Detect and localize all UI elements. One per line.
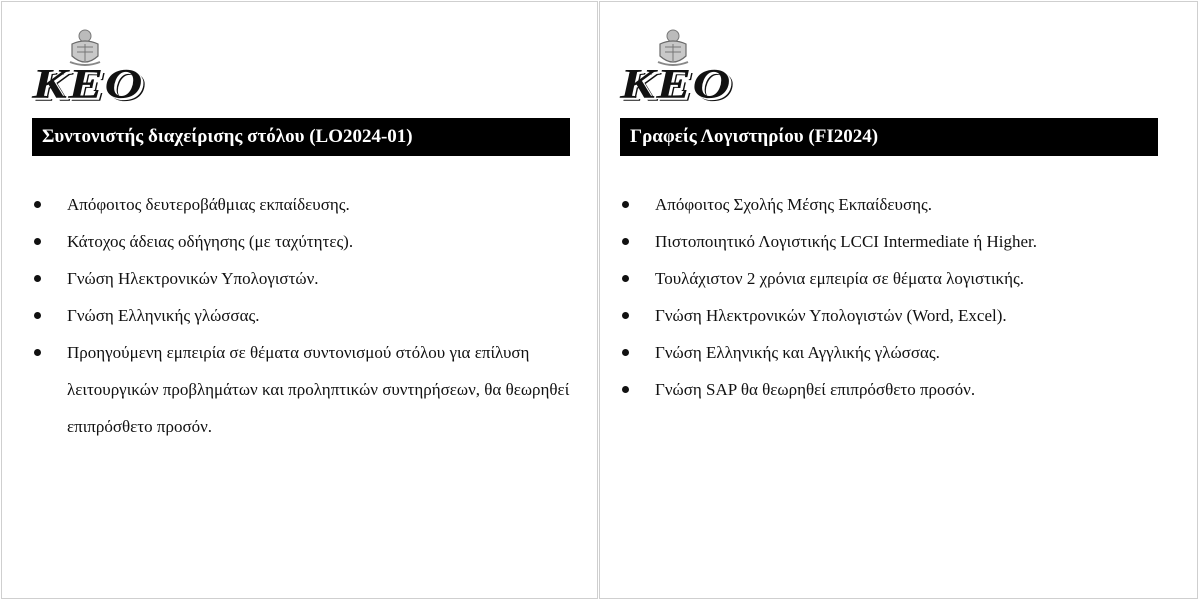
job-title: Γραφείς Λογιστηρίου (FI2024)	[620, 118, 1158, 156]
requirements-list	[620, 186, 1180, 408]
bullet-icon	[34, 238, 41, 245]
list-item	[32, 223, 572, 260]
requirement-text: Απόφοιτος Σχολής Μέσης Εκπαίδευσης.	[655, 195, 932, 214]
bullet-icon	[34, 275, 41, 282]
bullet-icon	[622, 275, 629, 282]
logo-wordmark: KEO	[32, 62, 144, 108]
keo-logo	[32, 28, 146, 108]
requirement-text: Πιστοποιητικό Λογιστικής LCCI Intermediate ή Higher.	[655, 232, 1038, 251]
bullet-icon	[622, 201, 629, 208]
requirement-text: Γνώση Ελληνικής γλώσσας.	[67, 306, 260, 325]
requirement-text: Τουλάχιστον 2 χρόνια εμπειρία σε θέματα λογιστικής.	[655, 269, 1024, 288]
requirement-text: Γνώση Ηλεκτρονικών Υπολογιστών.	[67, 269, 319, 288]
list-item	[32, 297, 572, 334]
requirement-text: Γνώση Ελληνικής και Αγγλικής γλώσσας.	[655, 343, 940, 362]
bullet-icon	[34, 349, 41, 356]
list-item	[32, 186, 572, 223]
requirement-text: Γνώση SAP θα θεωρηθεί επιπρόσθετο προσόν.	[655, 380, 976, 399]
job-panel-accounting-clerks	[599, 1, 1198, 599]
list-item	[620, 223, 1180, 260]
list-item	[32, 260, 572, 297]
bullet-icon	[622, 349, 629, 356]
list-item	[620, 186, 1180, 223]
keo-logo	[620, 28, 734, 108]
list-item	[620, 334, 1180, 371]
logo-wordmark: KEO	[620, 62, 732, 108]
bullet-icon	[34, 312, 41, 319]
bullet-icon	[622, 238, 629, 245]
list-item	[620, 260, 1180, 297]
bullet-icon	[622, 386, 629, 393]
requirement-text: Προηγούμενη εμπειρία σε θέματα συντονισμού στόλου για επίλυση λειτουργικών προβλημάτων και προληπτικών συντηρήσεων, θα θεωρηθεί επιπρόσθετο προσόν.	[67, 343, 570, 436]
requirements-list	[32, 186, 572, 445]
list-item	[620, 371, 1180, 408]
list-item	[620, 297, 1180, 334]
requirement-text: Γνώση Ηλεκτρονικών Υπολογιστών (Word, Excel).	[655, 306, 1007, 325]
job-title: Συντονιστής διαχείρισης στόλου (LO2024-01)	[32, 118, 570, 156]
requirement-text: Απόφοιτος δευτεροβάθμιας εκπαίδευσης.	[67, 195, 350, 214]
bullet-icon	[34, 201, 41, 208]
job-panel-fleet-coordinator	[1, 1, 598, 599]
bullet-icon	[622, 312, 629, 319]
list-item	[32, 334, 572, 445]
requirement-text: Κάτοχος άδειας οδήγησης (με ταχύτητες).	[67, 232, 354, 251]
